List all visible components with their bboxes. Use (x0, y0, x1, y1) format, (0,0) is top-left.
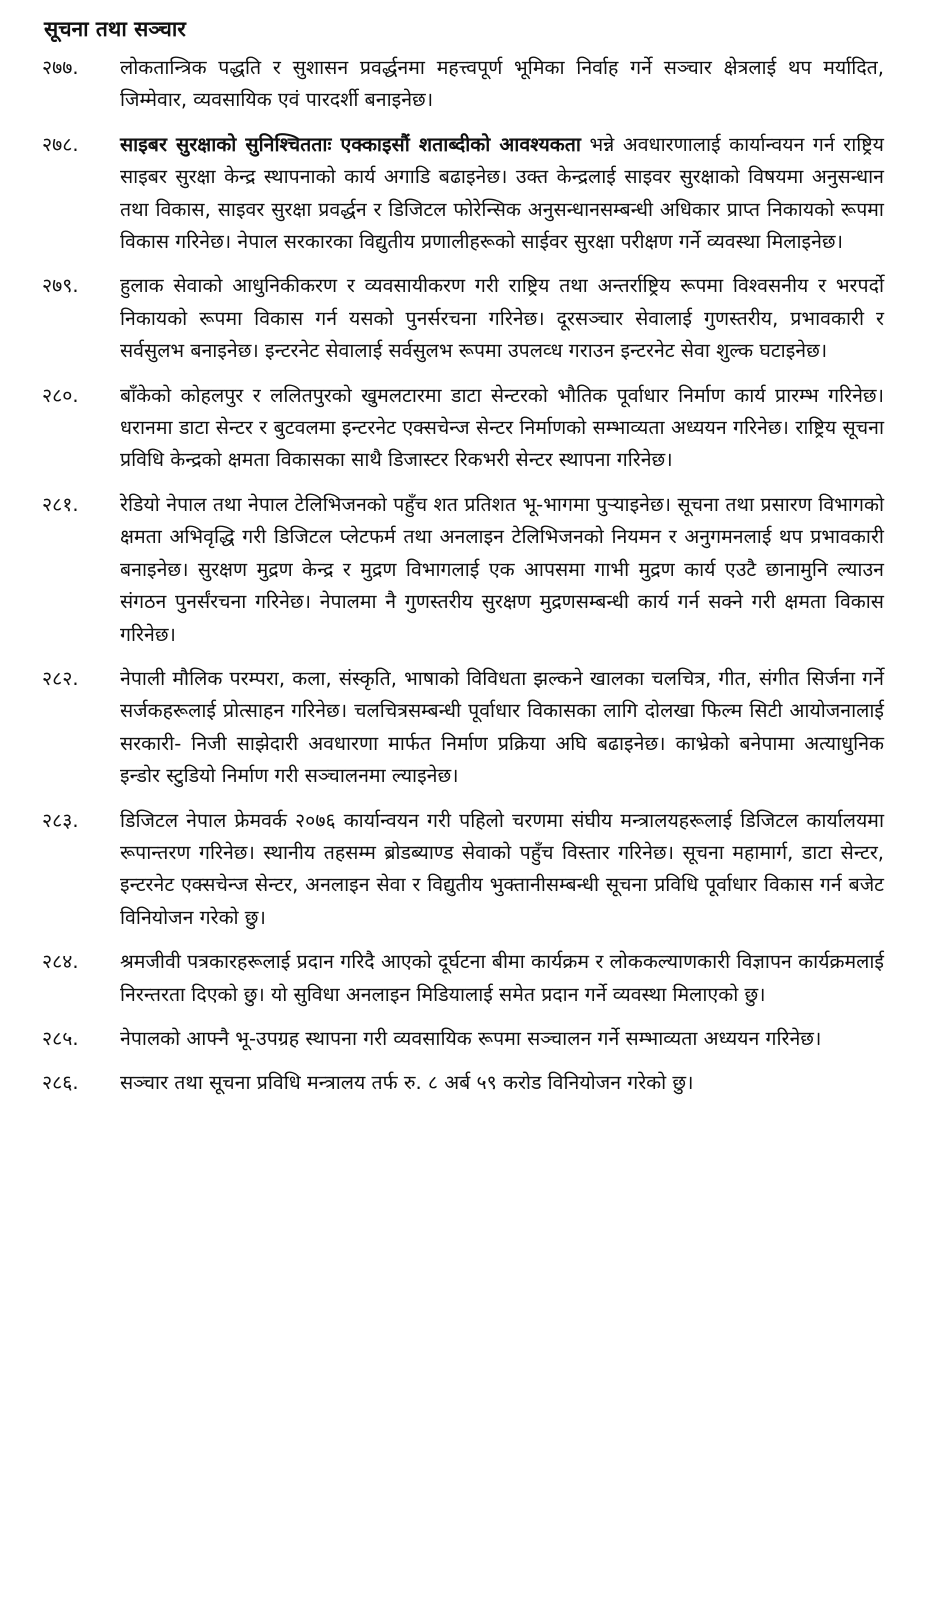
paragraph-bold-text: साइबर सुरक्षाको सुनिश्चितताः एक्काइसौं शताब्दीको आवश्यकता (120, 132, 581, 156)
paragraph-text: नेपालको आफ्नै भू-उपग्रह स्थापना गरी व्यवसायिक रूपमा सञ्चालन गर्ने सम्भाव्यता अध्ययन गरिनेछ। (120, 1026, 822, 1050)
paragraph-279 (42, 270, 884, 367)
paragraph-text: हुलाक सेवाको आधुनिकीकरण र व्यवसायीकरण गरी राष्ट्रिय तथा अन्तर्राष्ट्रिय रूपमा विश्वसनीय र भरपर्दो निकायको रूपमा विकास गर्न यसको पुनर्सरचना गरिनेछ। दूरसञ्चार सेवालाई गुणस्तरीय, प्रभावकारी र सर्वसुलभ बनाइनेछ। इन्टरनेट सेवालाई सर्वसुलभ रूपमा उपलव्ध गराउन इन्टरनेट सेवा शुल्क घटाइनेछ। (120, 274, 884, 363)
paragraph-text: रेडियो नेपाल तथा नेपाल टेलिभिजनको पहुँच शत प्रतिशत भू-भागमा पुऱ्याइनेछ। सूचना तथा प्रसारण विभागको क्षमता अभिवृद्धि गरी डिजिटल प्लेटफर्म तथा अनलाइन टेलिभिजनको नियमन र अनुगमनलाई थप प्रभावकारी बनाइनेछ। सुरक्षण मुद्रण केन्द्र र मुद्रण विभागलाई एक आपसमा गाभी मुद्रण कार्य एउटै छानामुनि ल्याउन संगठन पुनर्संरचना गरिनेछ। नेपालमा नै गुणस्तरीय सुरक्षण मुद्रणसम्बन्धी कार्य गर्न सक्ने गरी क्षमता विकास गरिनेछ। (120, 492, 884, 646)
paragraph-text: भन्ने अवधारणालाई कार्यान्वयन गर्न राष्ट्रिय साइबर सुरक्षा केन्द्र स्थापनाको कार्य अगाडि बढाइनेछ। उक्त केन्द्रलाई साइवर सुरक्षाको विषयमा अनुसन्धान तथा विकास, साइवर सुरक्षा प्रवर्द्धन र डिजिटल फोरेन्सिक अनुसन्धानसम्बन्धी अधिकार प्राप्त निकायको रूपमा विकास गरिनेछ। नेपाल सरकारका विद्युतीय प्रणालीहरूको साईवर सुरक्षा परीक्षण गर्ने व्यवस्था मिलाइनेछ। (120, 132, 884, 254)
paragraph-text: लोकतान्त्रिक पद्धति र सुशासन प्रवर्द्धनमा महत्त्वपूर्ण भूमिका निर्वाह गर्ने सञ्चार क्षेत्रलाई थप मर्यादित, जिम्मेवार, व्यवसायिक एवं पारदर्शी बनाइनेछ। (120, 56, 884, 112)
paragraph-277 (42, 52, 884, 117)
paragraph-text: डिजिटल नेपाल फ्रेमवर्क २०७६ कार्यान्वयन गरी पहिलो चरणमा संघीय मन्त्रालयहरूलाई डिजिटल कार्यालयमा रूपान्तरण गरिनेछ। स्थानीय तहसम्म ब्रोडब्याण्ड सेवाको पहुँच विस्तार गरिनेछ। सूचना महामार्ग, डाटा सेन्टर, इन्टरनेट एक्सचेन्ज सेन्टर, अनलाइन सेवा र विद्युतीय भुक्तानीसम्बन्धी सूचना प्रविधि पूर्वाधार विकास गर्न बजेट विनियोजन गरेको छु। (120, 808, 884, 929)
paragraph-number: २८६. (42, 1071, 79, 1095)
paragraph-283 (42, 805, 884, 935)
paragraph-text: श्रमजीवी पत्रकारहरूलाई प्रदान गरिदै आएको दूर्घटना बीमा कार्यक्रम र लोककल्याणकारी विज्ञापन कार्यक्रमलाई निरन्तरता दिएको छु। यो सुविधा अनलाइन मिडियालाई समेत प्रदान गर्ने व्यवस्था मिलाएको छु। (120, 950, 884, 1006)
paragraph-285 (42, 1023, 884, 1055)
paragraph-284 (42, 946, 884, 1011)
paragraph-282 (42, 663, 884, 793)
section-heading: सूचना तथा सञ्चार (44, 17, 186, 41)
paragraph-number: २८१. (42, 492, 79, 516)
paragraph-number: २७९. (42, 274, 79, 298)
paragraph-number: २७७. (42, 56, 79, 79)
paragraph-text: सञ्चार तथा सूचना प्रविधि मन्त्रालय तर्फ रु. ८ अर्ब ५९ करोड विनियोजन गरेको छु। (120, 1071, 694, 1095)
paragraph-286 (42, 1067, 884, 1099)
paragraph-number: २८४. (42, 950, 79, 974)
paragraph-text: नेपाली मौलिक परम्परा, कला, संस्कृति, भाषाको विविधता झल्कने खालका चलचित्र, गीत, संगीत सिर्जना गर्ने सर्जकहरूलाई प्रोत्साहन गरिनेछ। चलचित्रसम्बन्धी पूर्वाधार विकासका लागि दोलखा फिल्म सिटी आयोजनालाई सरकारी- निजी साझेदारी अवधारणा मार्फत निर्माण प्रक्रिया अघि बढाइनेछ। काभ्रेको बनेपामा अत्याधुनिक इन्डोर स्टुडियो निर्माण गरी सञ्चालनमा ल्याइनेछ। (120, 666, 884, 788)
paragraph-number: २७८. (42, 132, 79, 156)
paragraph-number: २८०. (42, 383, 79, 407)
paragraph-text: बाँकेको कोहलपुर र ललितपुरको खुमलटारमा डाटा सेन्टरको भौतिक पूर्वाधार निर्माण कार्य प्रारम्भ गरिनेछ। धरानमा डाटा सेन्टर र बुटवलमा इन्टरनेट एक्सचेन्ज सेन्टर निर्माणको सम्भाव्यता अध्ययन गरिनेछ। राष्ट्रिय सूचना प्रविधि केन्द्रको क्षमता विकासका साथै डिजास्टर रिकभरी सेन्टर स्थापना गरिनेछ। (120, 383, 884, 472)
paragraph-number: २८३. (42, 808, 79, 832)
paragraph-number: २८२. (42, 666, 79, 690)
paragraph-number: २८५. (42, 1026, 79, 1050)
paragraph-278 (42, 129, 884, 259)
paragraph-280 (42, 380, 884, 477)
paragraph-281 (42, 489, 884, 651)
